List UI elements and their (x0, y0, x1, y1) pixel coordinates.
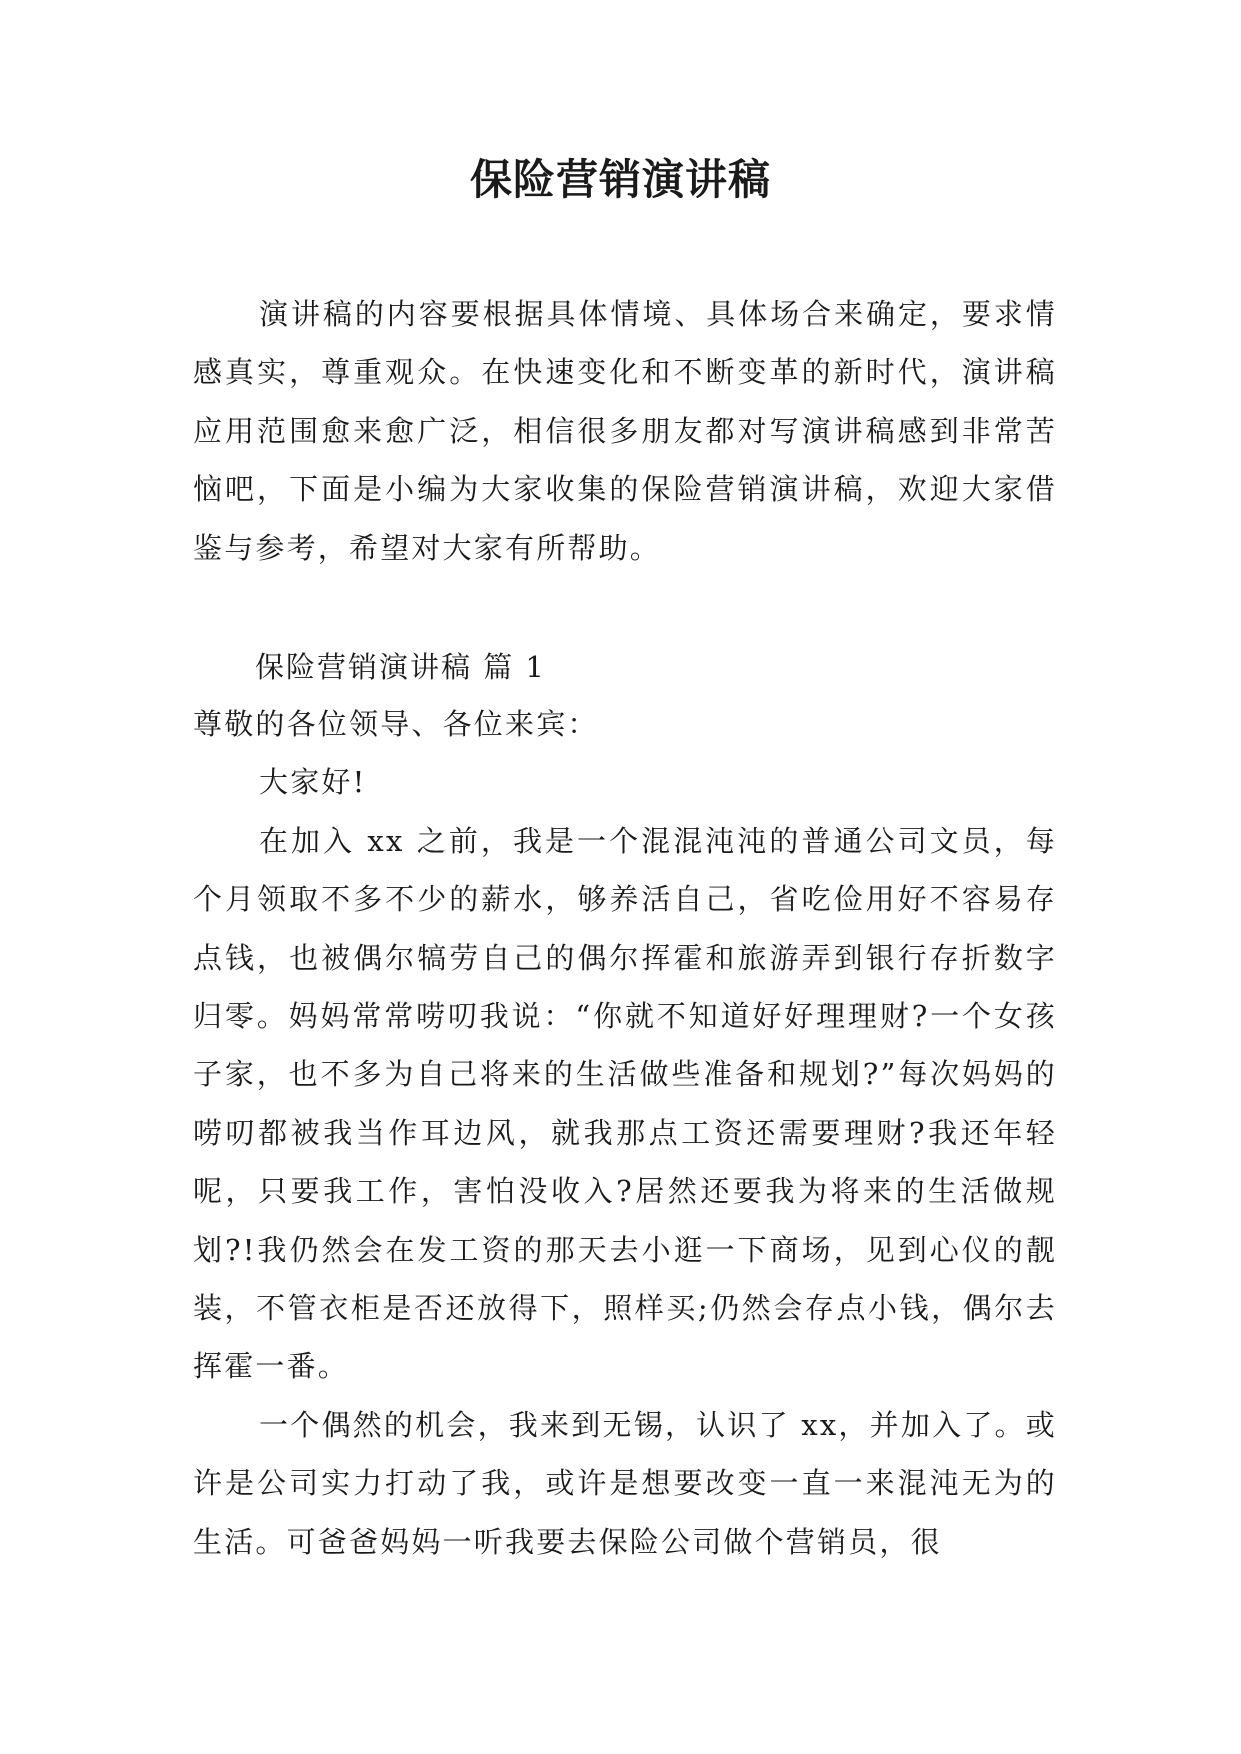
intro-paragraph: 演讲稿的内容要根据具体情境、具体场合来确定，要求情感真实，尊重观众。在快速变化和不断变革的新时代，演讲稿应用范围愈来愈广泛，相信很多朋友都对写演讲稿感到非常苦恼吧，下面是小编为大家收集的保险营销演讲稿，欢迎大家借鉴与参考，希望对大家有所帮助。 (193, 297, 1057, 565)
speech-body (193, 695, 1057, 1571)
greeting: 大家好! (259, 765, 367, 800)
body-paragraph-1: 在加入 xx 之前，我是一个混混沌沌的普通公司文员，每个月领取不多不少的薪水，够养活自己，省吃俭用好不容易存点钱，也被偶尔犒劳自己的偶尔挥霍和旅游弄到银行存折数字归零。妈妈常常唠叨我说：“你就不知道好好理理财?一个女孩子家，也不多为自己将来的生活做些准备和规划?”每次妈妈的唠叨都被我当作耳边风，就我那点工资还需要理财?我还年轻呢，只要我工作，害怕没收入?居然还要我为将来的生活做规划?!我仍然会在发工资的那天去小逛一下商场，见到心仪的靓装，不管衣柜是否还放得下，照样买;仍然会存点小钱，偶尔去挥霍一番。 (193, 823, 1057, 1384)
section-heading: 保险营销演讲稿 篇 1 (255, 650, 546, 684)
body-paragraph-2: 一个偶然的机会，我来到无锡，认识了 xx，并加入了。或许是公司实力打动了我，或许是想要改变一直一来混沌无为的生活。可爸爸妈妈一听我要去保险公司做个营销员，很 (193, 1407, 1057, 1559)
document-title: 保险营销演讲稿 (469, 155, 771, 204)
salutation: 尊敬的各位领导、各位来宾： (193, 707, 599, 741)
